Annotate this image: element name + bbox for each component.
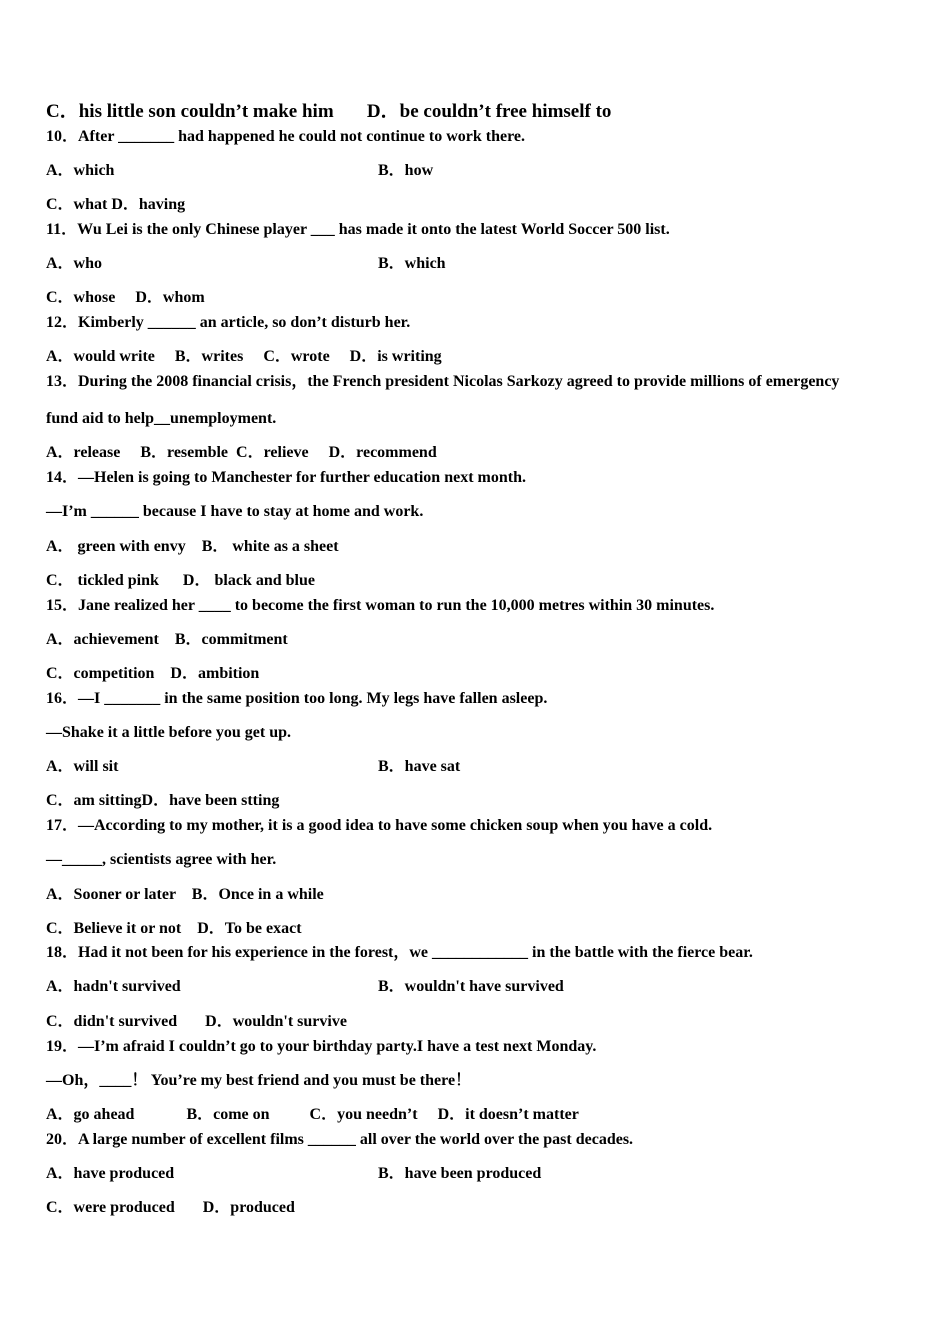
options-14cd: C． tickled pink D． black and blue: [46, 572, 315, 589]
question-19-reply: —Oh，____！ You’re my best friend and you must be there！: [46, 1072, 472, 1089]
options-18cd: C．didn't survived D．wouldn't survive: [46, 1013, 347, 1030]
options-15cd: C．competition D．ambition: [46, 665, 260, 682]
option-16b: B．have sat: [378, 758, 461, 775]
option-20b: B．have been produced: [378, 1165, 542, 1182]
options-12: A．would write B．writes C．wrote D．is writing: [46, 348, 442, 365]
question-18: 18．Had it not been for his experience in the forest，we ____________ in the battle with the fierce bear.: [46, 944, 753, 961]
option-10b: B．how: [378, 162, 434, 179]
options-10cd: C．what D．having: [46, 196, 186, 213]
question-14-reply: —I’m ______ because I have to stay at home and work.: [46, 503, 424, 520]
option-10a: A．which: [46, 162, 115, 179]
options-20cd: C．were produced D．produced: [46, 1199, 295, 1216]
options-19: A．go ahead B．come on C．you needn’t D．it doesn’t matter: [46, 1106, 579, 1123]
options-17cd: C．Believe it or not D．To be exact: [46, 920, 302, 937]
question-13: 13．During the 2008 financial crisis，the French president Nicolas Sarkozy agreed to provide millions of emergency: [46, 373, 840, 390]
question-15: 15．Jane realized her ____ to become the first woman to run the 10,000 metres within 30 minutes.: [46, 597, 715, 614]
question-14: 14．—Helen is going to Manchester for further education next month.: [46, 469, 526, 486]
question-17: 17．—According to my mother, it is a good idea to have some chicken soup when you have a cold.: [46, 817, 713, 834]
options-14ab: A． green with envy B． white as a sheet: [46, 538, 339, 555]
question-13-cont: fund aid to help__unemployment.: [46, 410, 277, 427]
option-11a: A．who: [46, 255, 103, 272]
question-20: 20．A large number of excellent films ______ all over the world over the past decades.: [46, 1131, 634, 1148]
option-11b: B．which: [378, 255, 446, 272]
options-16cd: C．am sittingD．have been stting: [46, 792, 280, 809]
question-17-reply: —_____, scientists agree with her.: [46, 851, 277, 868]
question-16-reply: —Shake it a little before you get up.: [46, 724, 292, 741]
options-13: A．release B．resemble C．relieve D．recommend: [46, 444, 437, 461]
question-11: 11．Wu Lei is the only Chinese player ___ has made it onto the latest World Soccer 500 list.: [46, 221, 670, 238]
options-11cd: C．whose D．whom: [46, 289, 205, 306]
question-16: 16．—I _______ in the same position too long. My legs have fallen asleep.: [46, 690, 548, 707]
question-12: 12．Kimberly ______ an article, so don’t disturb her.: [46, 314, 411, 331]
option-16a: A．will sit: [46, 758, 119, 775]
option-20a: A．have produced: [46, 1165, 175, 1182]
option-18b: B．wouldn't have survived: [378, 978, 564, 995]
option-18a: A．hadn't survived: [46, 978, 181, 995]
options-15ab: A．achievement B．commitment: [46, 631, 288, 648]
question-19: 19．—I’m afraid I couldn’t go to your birthday party.I have a test next Monday.: [46, 1038, 597, 1055]
options-17ab: A．Sooner or later B．Once in a while: [46, 886, 324, 903]
question-10: 10．After _______ had happened he could not continue to work there.: [46, 128, 525, 145]
line-c-d-options-q9: C．his little son couldn’t make him D．be couldn’t free himself to: [46, 101, 612, 122]
